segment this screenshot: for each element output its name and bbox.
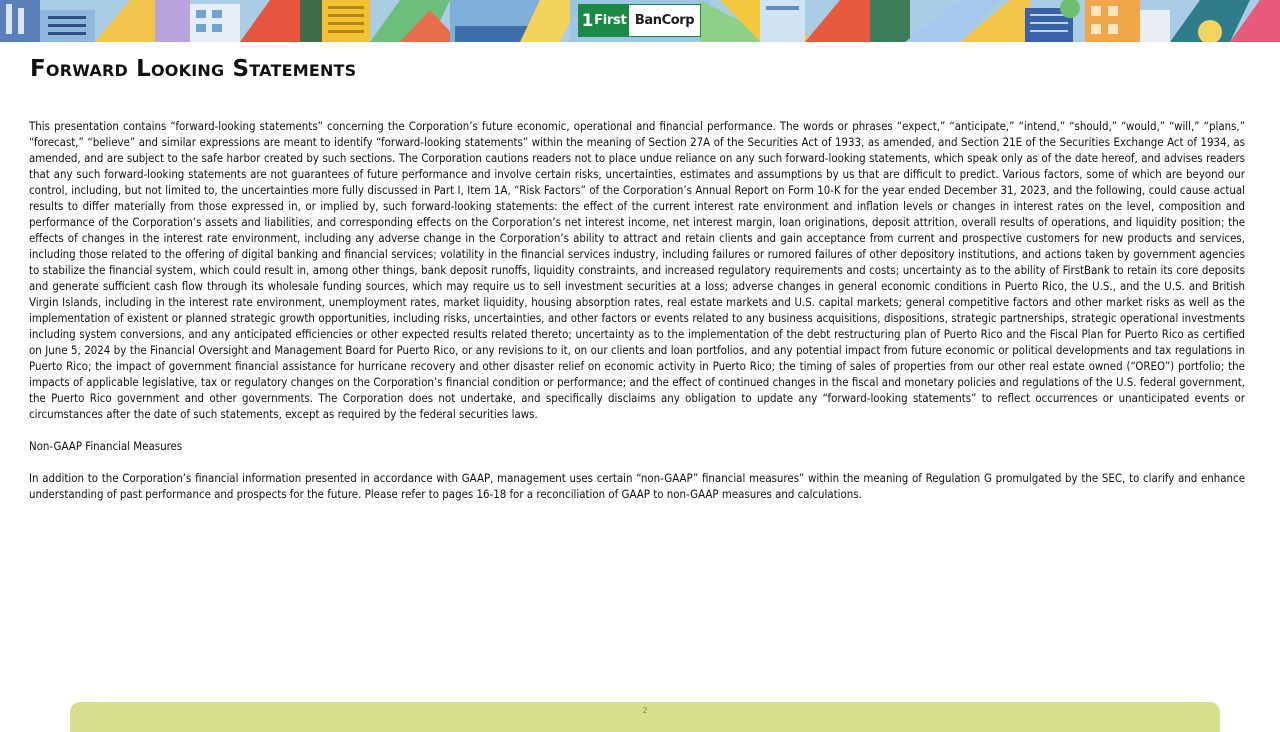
paragraph-spacer <box>29 454 1245 470</box>
paragraph-spacer <box>29 422 1245 438</box>
slide-body <box>29 118 1245 502</box>
forward-looking-paragraph: This presentation contains “forward-looking statements” concerning the Corporation’s future economic, operational and financial performance. The words or phrases “expect,” “anticipate,” “intend,” “should,” “would,” “will,” “plans,” “forecast,” “believe” and similar expressions are meant to identify “forward-looking statements” within the meaning of Section 27A of the Securities Act of 1933, as amended, and Section 21E of the Securities Exchange Act of 1934, as amended, and are subject to the safe harbor created by such sections. The Corporation cautions readers not to place undue reliance on any such forward-looking statements, which speak only as of the date hereof, and advises readers that any such forward-looking statements are not guarantees of future performance and involve certain risks, uncertainties, estimates and assumptions by us that are difficult to predict. Various factors, some of which are beyond our control, including, but not limited to, the uncertainties more fully discussed in Part I, Item 1A, “Risk Factors” of the Corporation’s Annual Report on Form 10-K for the year ended December 31, 2023, and the following, could cause actual results to differ materially from those expressed in, or implied by, such forward-looking statements: the effect of the current interest rate environment and inflation levels or changes in interest rates on the level, composition and performance of the Corporation’s assets and liabilities, and corresponding effects on the Corporation’s net interest income, net interest margin, loan originations, deposit attrition, overall results of operations, and liquidity position; the effects of changes in the interest rate environment, including any adverse change in the Corporation’s ability to attract and retain clients and gain acceptance from current and prospective customers for new products and services, including those related to the offering of digital banking and financial services; volatility in the financial services industry, including failures or rumored failures of other depository institutions, and actions taken by government agencies to stabilize the financial system, which could result in, among other things, bank deposit runoffs, liquidity constraints, and increased regulatory requirements and costs; uncertainty as to the ability of FirstBank to retain its core deposits and generate sufficient cash flow through its wholesale funding sources, which may require us to sell investment securities at a loss; adverse changes in general economic conditions in Puerto Rico, the U.S., and the U.S. and British Virgin Islands, including in the interest rate environment, unemployment rates, market liquidity, housing absorption rates, real estate markets and U.S. capital markets; general competitive factors and other market risks as well as the implementation of existent or planned strategic growth opportunities, including risks, uncertainties, and other factors or events related to any business acquisitions, dispositions, strategic partnerships, strategic operational investments including system conversions, and any anticipated efficiencies or other expected results related thereto; uncertainty as to the implementation of the debt restructuring plan of Puerto Rico and the Fiscal Plan for Puerto Rico as certified on June 5, 2024 by the Financial Oversight and Management Board for Puerto Rico, or any revisions to it, on our clients and loan portfolios, and any potential impact from future economic or political developments and tax regulations in Puerto Rico; the impact of government financial assistance for hurricane recovery and other disaster relief on economic activity in Puerto Rico; the timing of sales of properties from our other real estate owned (“OREO”) portfolio; the impacts of applicable legislative, tax or regulatory changes on the Corporation’s financial condition or performance; and the effect of continued changes in the fiscal and monetary policies and regulations of the U.S. federal government, the Puerto Rico government and other governments. The Corporation does not undertake, and specifically disclaims any obligation to update any “forward-looking statements” to reflect occurrences or unanticipated events or circumstances after the date of such statements, except as required by the federal securities laws. <box>29 119 1245 421</box>
first-bancorp-logo <box>578 4 701 37</box>
logo-one: 1 <box>581 10 594 31</box>
logo-mark <box>579 5 629 36</box>
logo-first: First <box>594 13 627 28</box>
logo-wordmark: BanCorp <box>634 13 695 28</box>
header-banner <box>0 0 1280 42</box>
page-number: 2 <box>642 706 648 715</box>
footer-bar <box>70 702 1220 732</box>
non-gaap-heading: Non-GAAP Financial Measures <box>29 439 183 453</box>
page-title: Forward Looking Statements <box>30 56 357 82</box>
non-gaap-paragraph: In addition to the Corporation’s financial information presented in accordance with GAAP, management uses certain “non-GAAP” financial measures” within the meaning of Regulation G promulgated by the SEC, to clarify and enhance understanding of past performance and prospects for the future. Please refer to pages 16-18 for a reconciliation of GAAP to non-GAAP measures and calculations. <box>29 471 1245 501</box>
